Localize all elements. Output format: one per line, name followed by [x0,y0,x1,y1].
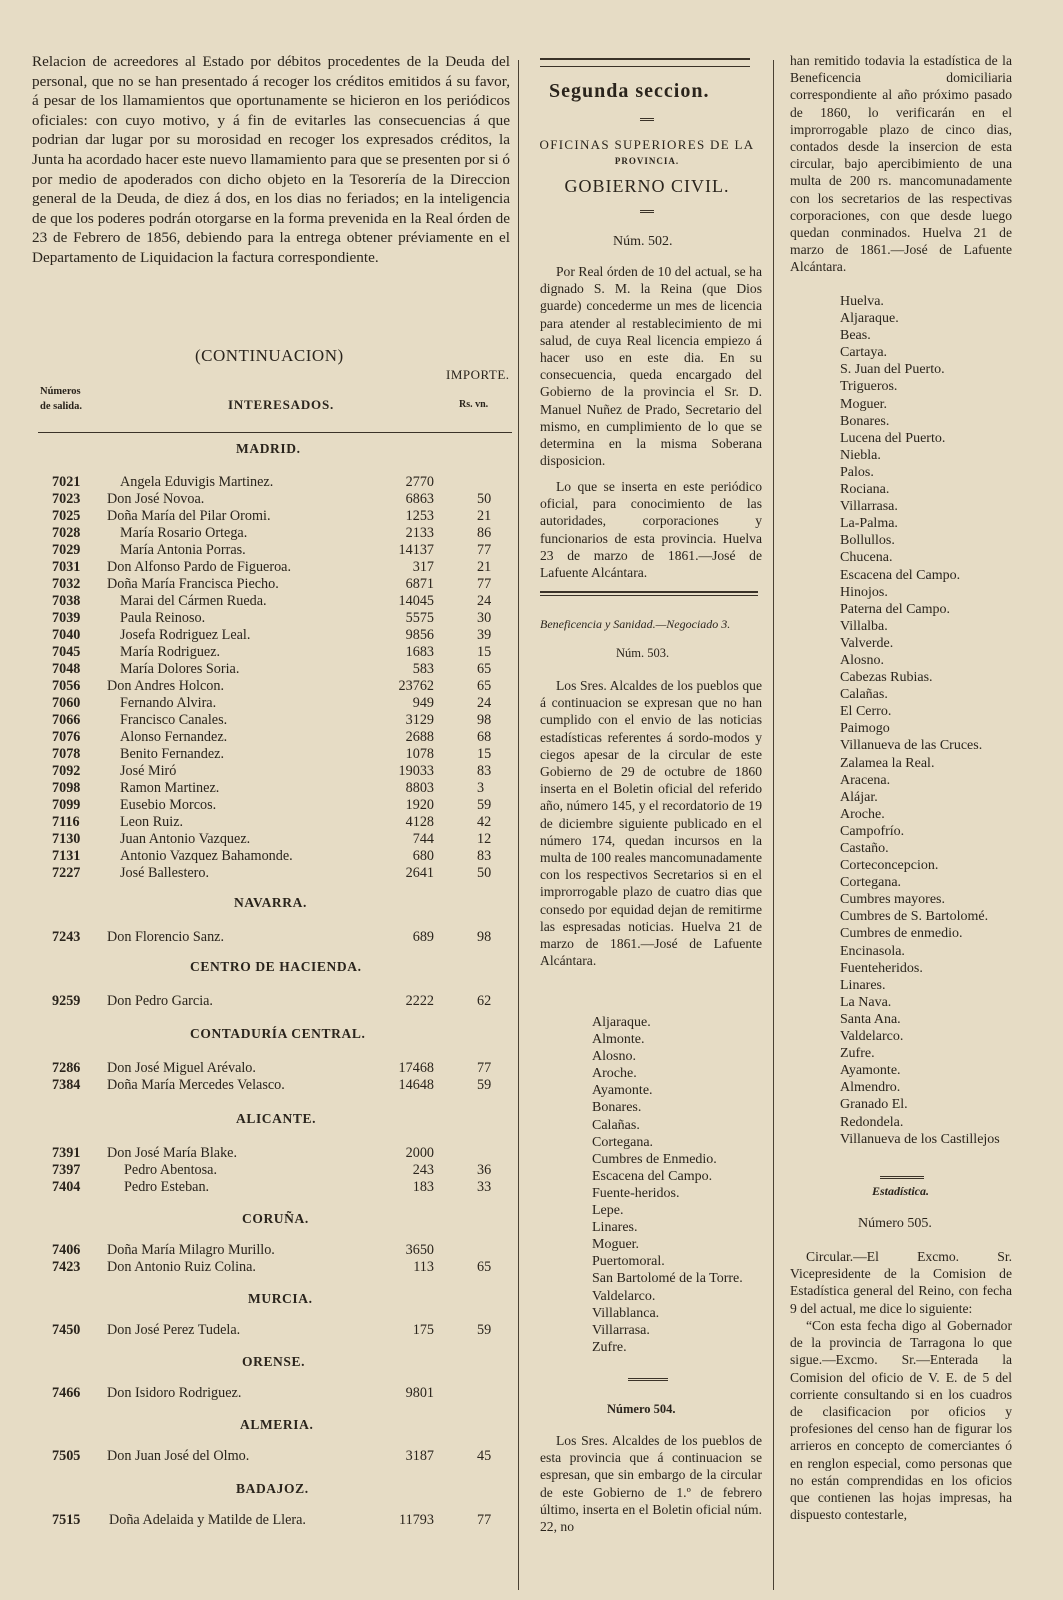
row-name: Pedro Abentosa. [124,1162,217,1178]
table-row [52,1162,512,1179]
table-row [52,865,512,882]
paragraph-502: Por Real órden de 10 del actual, se ha dignado S. M. la Reina (que Dios guarde) concederme un mes de licencia para atender al restablecimiento de mi salud, de cuya Real licencia empiezo á hacer uso en este dia. En su consecuencia, queda encargado del Gobierno de la provincia el Sr. D. Manuel Nuñez de Prado, Secretario del mismo, en cumplimiento de lo que se determina en la misma Soberana disposicion. [540,264,762,469]
list-item: Valverde. [840,635,894,651]
row-centimos: 15 [477,644,492,660]
row-name: Don José María Blake. [107,1145,238,1161]
row-number: 7023 [52,491,81,507]
row-centimos: 15 [477,746,492,762]
row-centimos: 77 [477,1512,492,1528]
row-name: Doña Adelaida y Matilde de Llera. [109,1512,306,1528]
provincia-heading: PROVINCIA. [614,156,680,166]
row-number: 7040 [52,627,81,643]
row-name: Don Florencio Sanz. [107,929,225,945]
row-importe: 2222 [405,993,434,1009]
row-centimos: 77 [477,542,492,558]
estadistica-heading: Estadística. [872,1184,930,1198]
list-item: Bonares. [840,413,890,429]
row-centimos: 24 [477,593,492,609]
row-importe: 2688 [405,729,434,745]
list-item: Cumbres de enmedio. [840,926,963,942]
row-number: 7098 [52,780,81,796]
row-importe: 5575 [405,610,434,626]
row-importe: 4128 [405,814,434,830]
list-item: Ayamonte. [840,1063,901,1079]
row-importe: 2000 [405,1145,434,1161]
row-centimos: 59 [477,1322,492,1338]
column-rule-1 [518,60,519,1590]
row-number: 7048 [52,661,81,677]
list-item: Valdelarco. [592,1288,656,1304]
table-row [52,661,512,678]
table-row [52,763,512,780]
list-item: Puertomoral. [592,1254,665,1270]
row-number: 7466 [52,1385,81,1401]
row-number: 9259 [52,993,81,1009]
row-centimos: 33 [477,1179,492,1195]
row-number: 7078 [52,746,81,762]
divider-dash [628,1378,668,1381]
row-importe: 8803 [405,780,434,796]
table-row [52,1060,512,1077]
table-row [52,929,512,946]
row-number: 7423 [52,1259,81,1275]
row-number: 7505 [52,1448,81,1464]
list-item: Alájar. [840,789,878,805]
row-name: José Miró [120,763,177,779]
header-numeros-line1: Números [40,386,81,397]
paragraph-504-continued: han remitido todavia la estadística de la Beneficencia domiciliaria correspondiente al año próximo pasado de 1860, lo verificarán en el improrrogable plazo de cinco dias, contados desde la insercion de esta circular, bajo apercibimiento de una multa de 200 rs. mancomunadamente con los secretarios de las respectivas corporaciones, con que desde luego quedan conminados. Huelva 21 de marzo de 1861.—José de Lafuente Alcántara. [790,53,1012,275]
list-item: Aljaraque. [592,1015,651,1030]
list-item: Cumbres mayores. [840,892,945,908]
table-row [52,848,512,865]
row-importe: 14045 [398,593,434,609]
row-centimos: 98 [477,929,492,945]
table-row [52,993,512,1010]
row-importe: 1683 [405,644,434,660]
section-title-badajoz: BADAJOZ. [236,1481,309,1496]
row-centimos: 3 [477,780,485,796]
row-importe: 3187 [405,1448,434,1464]
row-number: 7391 [52,1145,81,1161]
row-number: 7031 [52,559,81,575]
list-503 [592,1014,743,1356]
paragraph-504: Los Sres. Alcaldes de los pueblos de esta provincia que á continuacion se espresan, que sin embargo de la circular de este Gobierno de 1.º de febrero último, inserta en el Boletin oficial núm. 22, no [540,1433,762,1535]
row-number: 7130 [52,831,81,847]
row-name: Marai del Cármen Rueda. [120,593,267,609]
row-name: Don Alfonso Pardo de Figueroa. [107,559,292,575]
row-number: 7397 [52,1162,81,1178]
list-item: Linares. [840,977,886,993]
row-name: Francisco Canales. [120,712,228,728]
section-title-almeria: ALMERIA. [240,1417,314,1432]
table-row [52,712,512,729]
row-number: 7515 [52,1512,81,1528]
divider-dash [640,118,654,121]
list-item: Cabezas Rubias. [840,670,933,686]
list-item: Villalba. [840,618,888,634]
list-item: Trigueros. [840,379,898,395]
row-number: 7406 [52,1242,81,1258]
row-number: 7029 [52,542,81,558]
table-header-rule [38,432,512,433]
list-item: La-Palma. [840,516,898,532]
segunda-seccion-title: Segunda seccion. [549,80,710,102]
list-item: Cumbres de S. Bartolomé. [840,909,989,925]
list-item: Zufre. [840,1046,875,1062]
row-importe: 3129 [405,712,434,728]
table-row [52,1077,512,1094]
row-importe: 1920 [405,797,434,813]
row-centimos: 36 [477,1162,492,1178]
row-importe: 2133 [405,525,434,541]
list-item: Zalamea la Real. [840,755,935,771]
row-name: Doña María del Pilar Oromi. [107,508,271,524]
paragraph-505b: “Con esta fecha digo al Gobernador de la provincia de Tarragona lo que sigue.—Excmo. Sr.—Enterada la Comision del oficio de V. E. de 5 del corriente consultando si en los cuadros de clasificacion por oficios y profesiones del censo han de figurar los arrieros en concepto de comerciantes ó en renglon especial, como personas que no están comprendidas en los oficios que contienen las hojas impresas, ha dispuesto contestarle, [790,1318,1012,1523]
row-name: Don Andres Holcon. [107,678,225,694]
row-importe: 243 [412,1162,434,1178]
table-row [52,644,512,661]
row-importe: 19033 [398,763,434,779]
row-centimos: 50 [477,491,492,507]
list-item: Bonares. [592,1100,642,1116]
table-row [52,780,512,797]
row-name: Don José Miguel Arévalo. [107,1060,256,1076]
row-centimos: 62 [477,993,492,1009]
row-name: Alonso Fernandez. [120,729,228,745]
table-row [52,610,512,627]
list-item: Villanueva de las Cruces. [840,738,983,754]
num-504-heading: Número 504. [607,1402,676,1416]
table-row [52,576,512,593]
table-row [52,695,512,712]
list-item: Aracena. [840,772,891,788]
row-importe: 9856 [405,627,434,643]
beneficencia-heading: Beneficencia y Sanidad.—Negociado 3. [540,617,731,631]
row-centimos: 77 [477,1060,492,1076]
paragraph-503: Los Sres. Alcaldes de los pueblos que á continuacion se expresan que no han cumplido con el envio de las noticias estadísticas referentes á sordo-modos y ciegos apesar de la circular de este Gobierno de 29 de octubre de 1860 inserta en el Boletin oficial del referido año, número 145, y el recordatorio de 19 de diciembre siguiente publicado en el número 174, quedan incursos en la multa de 100 reales mancomunadamente con los respectivos Secretarios si en el improrrogable plazo de cuatro dias que consedo por equidad dejan de remitirme las espresadas noticias. Huelva 21 de marzo de 1861.—José de Lafuente Alcántara. [540,678,762,969]
row-centimos: 65 [477,661,492,677]
list-item: Cartaya. [840,345,888,361]
row-name: Paula Reinoso. [120,610,206,626]
list-item: Calañas. [592,1117,640,1133]
row-centimos: 24 [477,695,492,711]
row-name: Doña María Francisca Piecho. [107,576,279,592]
list-item: Escacena del Campo. [592,1168,713,1184]
list-item: Escacena del Campo. [840,567,961,583]
list-item: Lepe. [592,1203,624,1219]
row-centimos: 42 [477,814,492,830]
list-item: Castaño. [840,841,889,856]
table-row [52,831,512,848]
list-item: El Cerro. [840,704,892,720]
table-row [52,1448,512,1465]
row-number: 7243 [52,929,81,945]
list-item: Aljaraque. [840,311,899,327]
section-title-contaduria: CONTADURÍA CENTRAL. [190,1026,366,1041]
table-row [52,1179,512,1196]
row-importe: 113 [413,1259,434,1275]
section-title-alicante: ALICANTE. [236,1111,317,1126]
row-number: 7021 [52,474,81,490]
row-importe: 2770 [405,474,434,490]
list-item: Palos. [840,464,874,480]
row-name: Eusebio Morcos. [120,797,217,813]
row-number: 7227 [52,865,81,881]
list-item: Granado El. [840,1097,908,1113]
row-centimos: 45 [477,1448,492,1464]
section-title-navarra: NAVARRA. [234,895,307,910]
table-row [52,542,512,559]
table-row [52,729,512,746]
row-number: 7025 [52,508,81,524]
table-row [52,491,512,508]
list-item: Niebla. [840,447,881,463]
list-item: Paterna del Campo. [840,601,951,617]
table-row [52,1242,512,1259]
row-name: María Rosario Ortega. [120,525,248,541]
row-importe: 6863 [405,491,434,507]
list-item: Villablanca. [592,1305,660,1321]
row-number: 7286 [52,1060,81,1076]
row-importe: 183 [412,1179,434,1195]
row-importe: 175 [412,1322,434,1338]
row-number: 7384 [52,1077,81,1093]
row-name: Juan Antonio Vazquez. [120,831,251,847]
list-item: Moguer. [840,396,888,412]
row-centimos: 65 [477,1259,492,1275]
list-item: Beas. [840,328,871,344]
row-importe: 1078 [405,746,434,762]
table-row [52,593,512,610]
list-item: Ayamonte. [592,1083,653,1099]
row-centimos: 65 [477,678,492,694]
list-item: Moguer. [592,1237,640,1253]
list-item: Alosno. [592,1049,636,1065]
row-name: Josefa Rodriguez Leal. [120,627,251,643]
row-number: 7032 [52,576,81,592]
num-502-heading: Núm. 502. [613,234,673,249]
row-name: Ramon Martinez. [120,780,220,796]
table-row [52,1259,512,1276]
row-importe: 317 [412,559,434,575]
list-item: Cortegana. [592,1134,654,1150]
list-item: Cumbres de Enmedio. [592,1151,717,1167]
table-row [52,1512,512,1529]
gobierno-civil-heading: GOBIERNO CIVIL. [564,176,730,196]
table-row [52,559,512,576]
table-row [52,1385,512,1402]
row-importe: 1253 [405,508,434,524]
row-number: 7076 [52,729,81,745]
list-item: Calañas. [840,687,888,703]
row-centimos: 77 [477,576,492,592]
table-row [52,797,512,814]
row-centimos: 59 [477,1077,492,1093]
row-number: 7056 [52,678,81,694]
row-name: Angela Eduvigis Martinez. [120,474,274,490]
header-numeros [40,384,82,414]
list-item: Santa Ana. [840,1011,901,1027]
row-centimos: 59 [477,797,492,813]
section-title-madrid: MADRID. [236,441,301,456]
row-importe: 11793 [399,1512,434,1528]
list-item: Villarrasa. [592,1322,650,1338]
table-row [52,746,512,763]
list-item: Rociana. [840,482,890,498]
list-item: Zufre. [592,1339,627,1355]
list-item: Aroche. [592,1066,637,1082]
row-number: 7066 [52,712,81,728]
row-name: Leon Ruiz. [120,814,184,830]
list-item: Fuenteheridos. [840,960,923,976]
list-504 [840,293,1000,1148]
row-number: 7092 [52,763,81,779]
table-row [52,627,512,644]
table-row [52,678,512,695]
list-item: Hinojos. [840,584,888,600]
row-importe: 949 [412,695,434,711]
row-importe: 6871 [405,576,434,592]
intro-paragraph: Relacion de acreedores al Estado por débitos procedentes de la Deuda del personal, que no se han presentado á recoger los créditos emitidos á su favor, á pesar de los llamamientos que oportunamente se hicieron en los periódicos oficiales: con cuyo motivo, y á fin de evitarles las consecuencias á que podrian dar lugar por su morosidad en recoger los expresados créditos, la Junta ha acordado hacer este nuevo llamamiento para que se presenten por si ó por medio de apoderados con dicho objeto en la Tesorería de la Direccion general de la Deuda, de diez á dos, en los dias no feriados; en la inteligencia de que los poderes podrán otorgarse en la forma prevenida en la Real órden de 23 de Febrero de 1856, debiendo para la entrega obtener préviamente en el Departamento de Liquidacion la factura correspondiente. [32,53,510,266]
header-rs-vn: Rs. vn. [459,399,489,410]
list-item: Campofrío. [840,823,905,839]
row-name: Don Juan José del Olmo. [107,1448,250,1464]
row-name: Doña María Mercedes Velasco. [107,1077,285,1093]
list-item: Corteconcepcion. [840,858,939,874]
row-importe: 9801 [405,1385,434,1401]
table-row [52,474,512,491]
list-item: Almonte. [592,1032,645,1048]
row-name: María Dolores Soria. [120,661,240,677]
row-centimos: 83 [477,848,492,864]
list-item: Bollullos. [840,533,895,549]
table-row [52,1322,512,1339]
row-number: 7131 [52,848,81,864]
table-row [52,814,512,831]
paragraph-505: Circular.—El Excmo. Sr. Vicepresidente de la Comision de Estadística general del Reino, con fecha 9 del actual, me dice lo siguiente: [790,1249,1012,1316]
row-centimos: 12 [477,831,492,847]
row-name: Antonio Vazquez Bahamonde. [120,848,293,864]
column-rule-2 [773,60,774,1590]
list-item: Encinasola. [840,943,905,959]
divider-dash [640,210,654,213]
list-item: Fuente-heridos. [592,1185,680,1201]
list-item: Linares. [592,1220,638,1236]
row-importe: 17468 [398,1060,434,1076]
list-item: Almendro. [840,1080,901,1096]
list-item: Huelva. [840,294,884,309]
divider-dash [880,1176,924,1179]
row-name: Pedro Esteban. [124,1179,210,1195]
row-number: 7039 [52,610,81,626]
list-item: Lucena del Puerto. [840,430,946,446]
row-name: María Rodriguez. [120,644,221,660]
section-title-coruna: CORUÑA. [242,1211,309,1226]
row-centimos: 86 [477,525,492,541]
row-importe: 689 [412,929,434,945]
section-title-orense: ORENSE. [242,1354,306,1369]
row-importe: 14648 [398,1077,434,1093]
oficinas-heading: OFICINAS SUPERIORES DE LA [539,137,755,152]
row-name: Fernando Alvira. [120,695,217,711]
row-importe: 3650 [405,1242,434,1258]
num-503-heading: Núm. 503. [616,646,670,660]
row-importe: 680 [412,848,434,864]
row-number: 7045 [52,644,81,660]
row-centimos: 21 [477,508,492,524]
row-centimos: 98 [477,712,492,728]
table-row [52,525,512,542]
row-centimos: 21 [477,559,492,575]
row-centimos: 68 [477,729,492,745]
table-row [52,508,512,525]
table-row [52,1145,512,1162]
list-item: S. Juan del Puerto. [840,362,945,378]
row-number: 7450 [52,1322,81,1338]
header-importe: IMPORTE. [446,367,510,382]
list-item: Redondela. [840,1114,904,1130]
row-name: Benito Fernandez. [120,746,225,762]
list-item: Villanueva de los Castillejos [840,1131,1000,1147]
row-importe: 14137 [398,542,434,558]
row-name: Don José Perez Tudela. [107,1322,241,1338]
row-centimos: 50 [477,865,492,881]
list-item: Alosno. [840,652,884,668]
list-item: Valdelarco. [840,1029,904,1045]
row-number: 7028 [52,525,81,541]
list-item: Villarrasa. [840,499,898,515]
row-name: Don Pedro Garcia. [107,993,213,1009]
row-importe: 583 [412,661,434,677]
row-number: 7099 [52,797,81,813]
list-item: Paimogo [840,721,890,737]
row-number: 7116 [52,814,80,830]
row-number: 7404 [52,1179,81,1195]
row-importe: 744 [412,831,434,847]
section-title-murcia: MURCIA. [248,1291,313,1306]
paragraph-502b: Lo que se inserta en este periódico oficial, para conocimiento de las autoridades, corporaciones y funcionarios de esta provincia. Huelva 23 de marzo de 1861.—José de Lafuente Alcántara. [540,479,762,581]
header-interesados: INTERESADOS. [228,397,335,412]
row-name: Doña María Milagro Murillo. [107,1242,275,1258]
row-number: 7038 [52,593,81,609]
row-importe: 2641 [405,865,434,881]
num-505-heading: Número 505. [858,1216,932,1231]
section-title-centro: CENTRO DE HACIENDA. [190,959,362,974]
list-item: San Bartolomé de la Torre. [592,1271,743,1287]
row-name: Don Antonio Ruiz Colina. [107,1259,256,1275]
top-ornament-rule [540,58,750,67]
header-numeros-line2: de salida. [40,401,83,412]
row-centimos: 39 [477,627,492,643]
row-name: Don José Novoa. [107,491,205,507]
list-item: Cortegana. [840,875,902,891]
row-name: José Ballestero. [120,865,210,881]
row-centimos: 30 [477,610,492,626]
row-name: María Antonia Porras. [120,542,246,558]
list-item: La Nava. [840,994,892,1010]
row-name: Don Isidoro Rodriguez. [107,1385,242,1401]
list-item: Chucena. [840,550,893,566]
row-importe: 23762 [398,678,434,694]
section-rule [540,591,758,596]
row-centimos: 83 [477,763,492,779]
continuacion-heading: (CONTINUACION) [195,346,344,365]
row-number: 7060 [52,695,81,711]
list-item: Aroche. [840,806,885,822]
